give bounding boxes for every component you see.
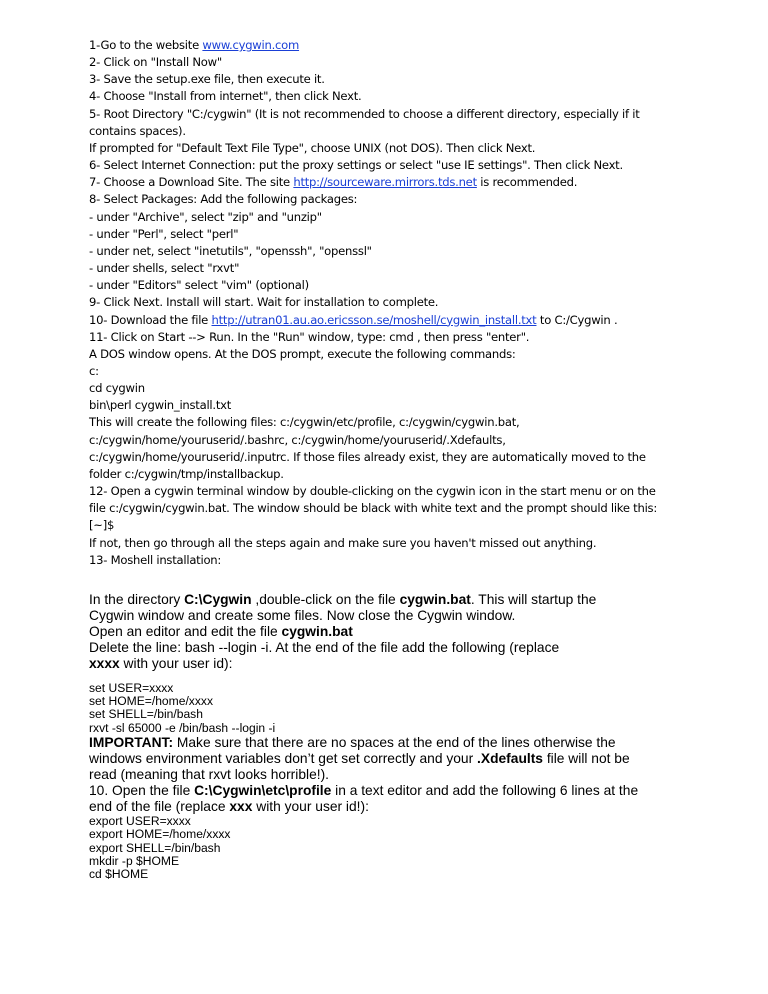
step-line: [~]$ <box>89 518 115 533</box>
step-line: 12- Open a cygwin terminal window by double-clicking on the cygwin icon in the start menu or on the <box>89 484 656 499</box>
step-line: file c:/cygwin/cygwin.bat. The window should be black with white text and the prompt should like this: <box>89 501 657 516</box>
step-line: cd cygwin <box>89 381 145 396</box>
step-line: If not, then go through all the steps again and make sure you haven't missed out anything. <box>89 535 597 550</box>
step-10-profile-line: 10. Open the file C:\Cygwin\etc\profile in a text editor and add the following 6 lines at the <box>89 782 639 798</box>
code-line: rxvt -sl 65000 -e /bin/bash --login -i <box>89 720 276 735</box>
step-7-line <box>89 174 689 191</box>
moshell-instructions <box>89 592 689 882</box>
step-line: - under "Editors" select "vim" (optional) <box>89 278 309 293</box>
cygwin-website-link[interactable]: www.cygwin.com <box>202 38 300 52</box>
step-line: - under shells, select "rxvt" <box>89 261 240 276</box>
spacer <box>89 672 689 682</box>
important-note-line: windows environment variables don’t get set correctly and your .Xdefaults file will not be <box>89 751 630 767</box>
step-7-text: 7- Choose a Download Site. The site <box>89 175 294 190</box>
step-1-text: 1-Go to the website <box>89 38 203 52</box>
install-steps <box>89 37 689 569</box>
download-site-link[interactable]: http://sourceware.mirrors.tds.net <box>293 175 477 190</box>
important-note-line: IMPORTANT: Make sure that there are no spaces at the end of the lines otherwise the <box>89 735 616 751</box>
step-line: 3- Save the setup.exe file, then execute it. <box>89 72 325 87</box>
step-line: 13- Moshell installation: <box>89 552 222 567</box>
step-line: - under "Perl", select "perl" <box>89 226 239 241</box>
step-line: c: <box>89 363 99 378</box>
step-line: c:/cygwin/home/youruserid/.bashrc, c:/cygwin/home/youruserid/.Xdefaults, <box>89 432 506 447</box>
step-line: 5- Root Directory "C:/cygwin" (It is not recommended to choose a different directory, especially if it <box>89 106 640 121</box>
code-line: export USER=xxxx <box>89 813 191 828</box>
step-10-text: 10- Download the file <box>89 312 212 327</box>
code-line: export SHELL=/bin/bash <box>89 840 221 855</box>
paragraph-line: Open an editor and edit the file cygwin.bat <box>89 623 353 639</box>
step-line: 11- Click on Start --> Run. In the "Run" window, type: cmd , then press "enter". <box>89 329 530 344</box>
code-line: set HOME=/home/xxxx <box>89 693 213 708</box>
step-1-line <box>89 37 689 54</box>
step-line: 4- Choose "Install from internet", then click Next. <box>89 89 362 104</box>
step-line: - under net, select "inetutils", "openssh", "openssl" <box>89 243 372 258</box>
step-line: 2- Click on "Install Now" <box>89 55 222 70</box>
step-10-suffix: to C:/Cygwin . <box>536 312 618 327</box>
step-line: - under "Archive", select "zip" and "unzip" <box>89 209 322 224</box>
code-line: export HOME=/home/xxxx <box>89 827 231 842</box>
code-line: set SHELL=/bin/bash <box>89 707 203 722</box>
code-line: cd $HOME <box>89 867 149 882</box>
step-line: folder c:/cygwin/tmp/installbackup. <box>89 466 284 481</box>
code-line: set USER=xxxx <box>89 680 174 695</box>
step-10-profile-line: end of the file (replace xxx with your user id!): <box>89 798 369 814</box>
paragraph-line: In the directory C:\Cygwin ,double-click on the file cygwin.bat. This will startup the <box>89 592 597 607</box>
paragraph-line: Delete the line: bash --login -i. At the end of the file add the following (replace <box>89 639 560 655</box>
code-line: mkdir -p $HOME <box>89 853 180 868</box>
step-line: A DOS window opens. At the DOS prompt, execute the following commands: <box>89 346 516 361</box>
step-line: contains spaces). <box>89 123 186 138</box>
step-line: 6- Select Internet Connection: put the proxy settings or select "use IE settings". Then click Next. <box>89 158 623 173</box>
step-line: If prompted for "Default Text File Type", choose UNIX (not DOS). Then click Next. <box>89 140 536 155</box>
step-7-suffix: is recommended. <box>476 175 578 190</box>
paragraph-line: xxxx with your user id): <box>89 655 233 671</box>
paragraph-line: Cygwin window and create some files. Now close the Cygwin window. <box>89 607 516 623</box>
step-line: c:/cygwin/home/youruserid/.inputrc. If those files already exist, they are automatically moved to the <box>89 449 646 464</box>
important-note-line: read (meaning that rxvt looks horrible!). <box>89 766 330 782</box>
step-line: This will create the following files: c:/cygwin/etc/profile, c:/cygwin/cygwin.bat, <box>89 415 520 430</box>
step-line: 9- Click Next. Install will start. Wait for installation to complete. <box>89 295 439 310</box>
step-line: bin\perl cygwin_install.txt <box>89 398 232 413</box>
install-file-link[interactable]: http://utran01.au.ao.ericsson.se/moshell/cygwin_install.txt <box>211 312 537 327</box>
step-10-line <box>89 312 689 329</box>
step-line: 8- Select Packages: Add the following packages: <box>89 192 358 207</box>
